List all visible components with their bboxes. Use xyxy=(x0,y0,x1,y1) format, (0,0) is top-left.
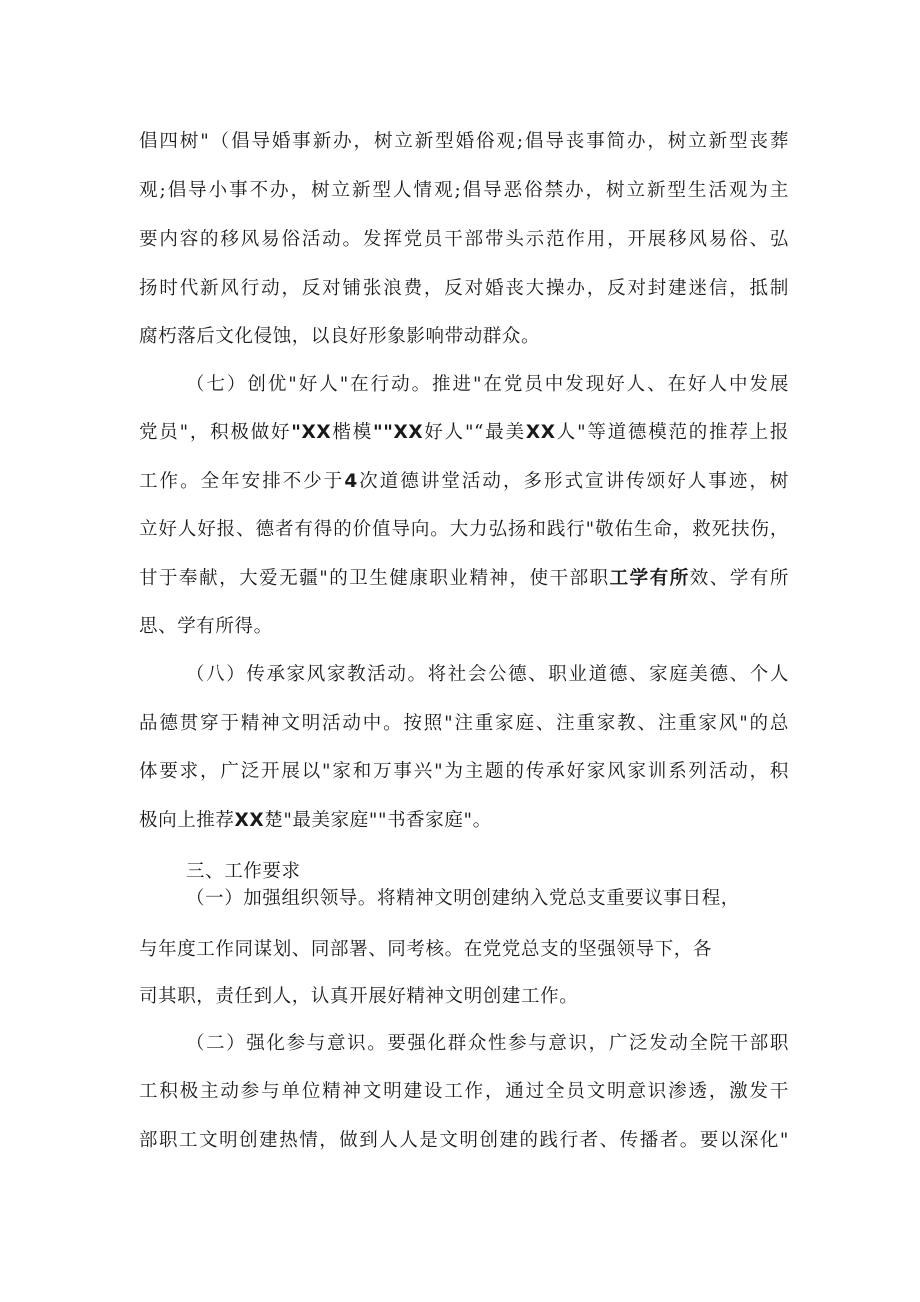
paragraph-2-line-3-bold-a: 4 xyxy=(344,471,358,492)
paragraph-2-line-3 xyxy=(139,470,789,494)
paragraph-2-line-2-text-d: 人"等道德模范的推荐上报 xyxy=(555,422,789,443)
paragraph-2-line-4: 立好人好报、德者有得的价值导向。大力弘扬和践行"敬佑生命，救死扶伤， xyxy=(139,519,789,540)
paragraph-2-line-2 xyxy=(139,421,789,445)
paragraph-3-line-1: （八）传承家风家教活动。将社会公德、职业道德、家庭美德、个人 xyxy=(186,664,789,685)
paragraph-2-line-2-bold-b: ""XX xyxy=(372,422,424,443)
paragraph-2-line-5-text-a: 甘于奉献，大爱无疆"的卫生健康职业精神，使干部职 xyxy=(139,568,610,589)
paragraph-4-line-1: （一）加强组织领导。将精神文明创建纳入党总支重要议事日程， xyxy=(186,888,740,909)
paragraph-2-line-2-bold-a: "XX xyxy=(291,422,332,443)
paragraph-3-line-3: 体要求，广泛开展以"家和万事兴"为主题的传承好家风家训系列活动，积 xyxy=(139,761,789,782)
paragraph-2-line-2-bold-c: XX xyxy=(525,422,556,443)
paragraph-2-line-6: 思、学有所得。 xyxy=(139,616,273,637)
paragraph-1-line-3: 要内容的移风易俗活动。发挥党员干部带头示范作用，开展移风易俗、弘 xyxy=(139,229,789,250)
paragraph-2-line-5 xyxy=(139,567,789,591)
paragraph-1-line-5: 腐朽落后文化侵蚀，以良好形象影响带动群众。 xyxy=(139,326,541,347)
paragraph-3-line-4-text-b: 楚"最美家庭""书香家庭"。 xyxy=(264,810,492,831)
section-heading: 三、工作要求 xyxy=(186,861,301,882)
paragraph-2-line-2-text-c: 好人"“最美 xyxy=(423,422,526,443)
paragraph-2-line-2-text-a: 党员"，积极做好 xyxy=(139,422,292,443)
paragraph-2-line-2-text-b: 楷模 xyxy=(331,422,373,443)
paragraph-2-line-3-text-b: 次道德讲堂活动，多形式宣讲传颂好人事迹，树 xyxy=(357,471,789,492)
paragraph-2-line-3-text-a: 工作。全年安排不少于 xyxy=(139,471,345,492)
paragraph-2-line-5-bold-a: 工学有所 xyxy=(609,568,690,589)
paragraph-5-line-2: 工积极主动参与单位精神文明建设工作，通过全员文明意识渗透，激发干 xyxy=(139,1081,789,1102)
paragraph-3-line-4-text-a: 极向上推荐 xyxy=(139,810,235,831)
paragraph-5-line-1: （二）强化参与意识。要强化群众性参与意识，广泛发动全院干部职 xyxy=(186,1033,789,1054)
paragraph-1-line-1: 倡四树"（倡导婚事新办，树立新型婚俗观;倡导丧事简办，树立新型丧葬 xyxy=(139,131,789,152)
paragraph-2-line-5-text-b: 效、学有所 xyxy=(689,568,789,589)
paragraph-3-line-4 xyxy=(139,809,789,833)
paragraph-4-line-3: 司其职，责任到人，认真开展好精神文明创建工作。 xyxy=(139,986,579,1007)
paragraph-5-line-3: 部职工文明创建热情，做到人人是文明创建的践行者、传播者。要以深化" xyxy=(139,1130,789,1151)
paragraph-4-line-2: 与年度工作同谋划、同部署、同考核。在党党总支的坚强领导下，各 xyxy=(139,939,713,960)
paragraph-3-line-2: 品德贯穿于精神文明活动中。按照"注重家庭、注重家教、注重家风"的总 xyxy=(139,713,789,734)
paragraph-1-line-2: 观;倡导小事不办，树立新型人情观;倡导恶俗禁办，树立新型生活观为主 xyxy=(139,180,789,201)
paragraph-2-line-1: （七）创优"好人"在行动。推进"在党员中发现好人、在好人中发展 xyxy=(186,374,789,395)
paragraph-3-line-4-bold-a: XX xyxy=(234,810,265,831)
paragraph-1-line-4: 扬时代新风行动，反对铺张浪费，反对婚丧大操办，反对封建迷信，抵制 xyxy=(139,278,789,299)
